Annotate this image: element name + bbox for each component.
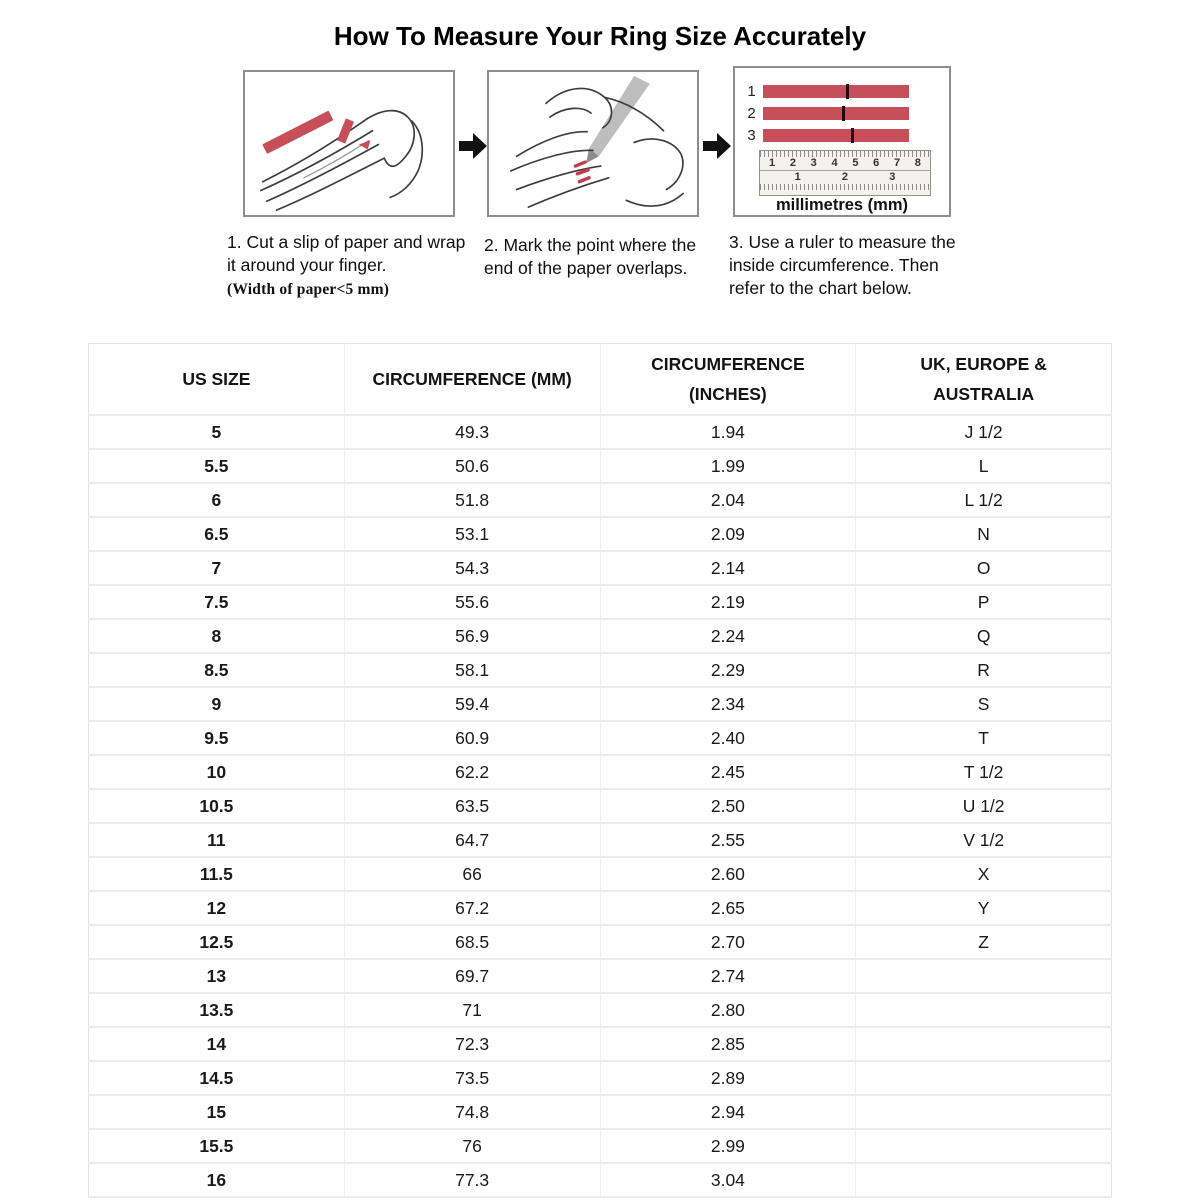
circumference-inches-cell: 2.80 — [600, 993, 856, 1027]
us-size-cell: 7 — [89, 551, 345, 585]
circumference-inches-cell: 3.04 — [600, 1163, 856, 1197]
circumference-mm-cell: 58.1 — [344, 653, 600, 687]
uk-europe-australia-cell — [856, 959, 1112, 993]
paper-strip — [763, 129, 909, 142]
column-header: US SIZE — [89, 344, 345, 416]
circumference-mm-cell: 56.9 — [344, 619, 600, 653]
column-header: CIRCUMFERENCE (MM) — [344, 344, 600, 416]
pencil-mark — [842, 106, 845, 121]
step3-caption — [729, 231, 969, 299]
uk-europe-australia-cell: N — [856, 517, 1112, 551]
pencil-mark — [846, 84, 849, 99]
us-size-cell: 8.5 — [89, 653, 345, 687]
ruler-number: 6 — [873, 157, 880, 169]
table-row — [89, 1095, 1112, 1129]
circumference-inches-cell: 2.19 — [600, 585, 856, 619]
circumference-inches-cell: 2.65 — [600, 891, 856, 925]
paper-strip — [763, 85, 909, 98]
circumference-inches-cell: 2.14 — [600, 551, 856, 585]
us-size-cell: 9.5 — [89, 721, 345, 755]
circumference-inches-cell: 2.55 — [600, 823, 856, 857]
strip-label: 1 — [747, 83, 756, 100]
circumference-inches-cell: 2.74 — [600, 959, 856, 993]
circumference-mm-cell: 73.5 — [344, 1061, 600, 1095]
us-size-cell: 13.5 — [89, 993, 345, 1027]
table-row — [89, 959, 1112, 993]
pencil-mark — [851, 128, 854, 143]
right-arrow-icon — [459, 133, 487, 159]
table-row — [89, 721, 1112, 755]
uk-europe-australia-cell — [856, 1061, 1112, 1095]
step3-caption-text: 3. Use a ruler to measure the inside circumference. Then refer to the chart below. — [729, 232, 956, 298]
table-row — [89, 789, 1112, 823]
header-row — [89, 344, 1112, 416]
circumference-inches-cell: 1.99 — [600, 449, 856, 483]
ruler-number: 1 — [794, 171, 801, 183]
us-size-cell: 5 — [89, 415, 345, 449]
table-row — [89, 687, 1112, 721]
uk-europe-australia-cell: S — [856, 687, 1112, 721]
uk-europe-australia-cell: O — [856, 551, 1112, 585]
table-row — [89, 415, 1112, 449]
ring-size-conversion-table — [88, 343, 1112, 1198]
circumference-mm-cell: 54.3 — [344, 551, 600, 585]
us-size-cell: 15 — [89, 1095, 345, 1129]
uk-europe-australia-cell: U 1/2 — [856, 789, 1112, 823]
circumference-inches-cell: 2.34 — [600, 687, 856, 721]
us-size-cell: 5.5 — [89, 449, 345, 483]
table-row — [89, 755, 1112, 789]
us-size-cell: 14 — [89, 1027, 345, 1061]
uk-europe-australia-cell: V 1/2 — [856, 823, 1112, 857]
uk-europe-australia-cell — [856, 1095, 1112, 1129]
uk-europe-australia-cell — [856, 993, 1112, 1027]
column-header: CIRCUMFERENCE (INCHES) — [600, 344, 856, 416]
us-size-cell: 15.5 — [89, 1129, 345, 1163]
circumference-mm-cell: 63.5 — [344, 789, 600, 823]
us-size-cell: 14.5 — [89, 1061, 345, 1095]
ruler-number: 8 — [914, 157, 921, 169]
table-row — [89, 585, 1112, 619]
ruler-number: 7 — [893, 157, 901, 169]
table-row — [89, 823, 1112, 857]
ruler-number: 2 — [789, 157, 796, 169]
uk-europe-australia-cell: L 1/2 — [856, 483, 1112, 517]
circumference-mm-cell: 50.6 — [344, 449, 600, 483]
strip-label: 3 — [747, 127, 756, 144]
table-row — [89, 1027, 1112, 1061]
strip-label: 2 — [747, 105, 756, 122]
table-row — [89, 1163, 1112, 1197]
table-row — [89, 551, 1112, 585]
circumference-inches-cell: 2.24 — [600, 619, 856, 653]
circumference-mm-cell: 68.5 — [344, 925, 600, 959]
us-size-cell: 10 — [89, 755, 345, 789]
hand-with-paper-strip-drawing — [245, 72, 453, 215]
table-row — [89, 619, 1112, 653]
table-row — [89, 483, 1112, 517]
uk-europe-australia-cell: Y — [856, 891, 1112, 925]
step2-caption — [484, 234, 706, 280]
uk-europe-australia-cell: J 1/2 — [856, 415, 1112, 449]
uk-europe-australia-cell — [856, 1163, 1112, 1197]
us-size-cell: 13 — [89, 959, 345, 993]
us-size-cell: 12.5 — [89, 925, 345, 959]
step1-illustration — [243, 70, 455, 217]
circumference-inches-cell: 2.60 — [600, 857, 856, 891]
table-row — [89, 449, 1112, 483]
circumference-mm-cell: 74.8 — [344, 1095, 600, 1129]
uk-europe-australia-cell — [856, 1129, 1112, 1163]
ruler-number: 3 — [810, 157, 817, 169]
circumference-inches-cell: 2.85 — [600, 1027, 856, 1061]
hands-marking-with-pencil-drawing — [489, 72, 697, 215]
us-size-cell: 8 — [89, 619, 345, 653]
circumference-inches-cell: 2.09 — [600, 517, 856, 551]
column-header: UK, EUROPE & AUSTRALIA — [856, 344, 1112, 416]
circumference-mm-cell: 55.6 — [344, 585, 600, 619]
circumference-mm-cell: 59.4 — [344, 687, 600, 721]
circumference-mm-cell: 71 — [344, 993, 600, 1027]
circumference-mm-cell: 60.9 — [344, 721, 600, 755]
us-size-cell: 16 — [89, 1163, 345, 1197]
uk-europe-australia-cell: Q — [856, 619, 1112, 653]
circumference-mm-cell: 66 — [344, 857, 600, 891]
us-size-cell: 6 — [89, 483, 345, 517]
uk-europe-australia-cell — [856, 1027, 1112, 1061]
uk-europe-australia-cell: X — [856, 857, 1112, 891]
ruler-number: 2 — [841, 171, 849, 183]
us-size-cell: 10.5 — [89, 789, 345, 823]
table-row — [89, 857, 1112, 891]
step3-illustration — [733, 66, 951, 217]
paper-strip-row-2 — [745, 107, 909, 120]
ruler-number: 5 — [852, 157, 859, 169]
circumference-inches-cell: 2.94 — [600, 1095, 856, 1129]
ruler-tick-marks — [760, 184, 930, 190]
circumference-mm-cell: 51.8 — [344, 483, 600, 517]
circumference-inches-cell: 2.89 — [600, 1061, 856, 1095]
us-size-cell: 6.5 — [89, 517, 345, 551]
paper-strip-row-1 — [745, 85, 909, 98]
ruler-number: 3 — [889, 171, 896, 183]
paper-strip — [763, 107, 909, 120]
circumference-inches-cell: 2.45 — [600, 755, 856, 789]
uk-europe-australia-cell: T — [856, 721, 1112, 755]
us-size-cell: 11.5 — [89, 857, 345, 891]
circumference-mm-cell: 69.7 — [344, 959, 600, 993]
circumference-mm-cell: 64.7 — [344, 823, 600, 857]
uk-europe-australia-cell: Z — [856, 925, 1112, 959]
page-title: How To Measure Your Ring Size Accurately — [333, 21, 867, 51]
table-row — [89, 653, 1112, 687]
ruler-cm-numbers — [760, 157, 930, 170]
circumference-mm-cell: 62.2 — [344, 755, 600, 789]
ruler-inch-numbers — [760, 171, 930, 184]
circumference-mm-cell: 49.3 — [344, 415, 600, 449]
circumference-inches-cell: 2.50 — [600, 789, 856, 823]
step1-caption-text: 1. Cut a slip of paper and wrap it around your finger. — [227, 232, 466, 275]
circumference-inches-cell: 2.29 — [600, 653, 856, 687]
us-size-cell: 7.5 — [89, 585, 345, 619]
ruler-unit-label: millimetres (mm) — [775, 196, 909, 214]
paper-strip-row-3 — [745, 129, 909, 142]
size-table-body — [89, 415, 1112, 1197]
table-row — [89, 517, 1112, 551]
uk-europe-australia-cell: P — [856, 585, 1112, 619]
table-row — [89, 993, 1112, 1027]
step2-caption-text: 2. Mark the point where the end of the paper overlaps. — [484, 235, 697, 278]
circumference-mm-cell: 72.3 — [344, 1027, 600, 1061]
ruler-number: 4 — [831, 157, 838, 169]
circumference-inches-cell: 2.04 — [600, 483, 856, 517]
step2-illustration — [487, 70, 699, 217]
table-row — [89, 1061, 1112, 1095]
step1-caption-note: (Width of paper<5 mm) — [227, 280, 390, 298]
circumference-inches-cell: 2.99 — [600, 1129, 856, 1163]
us-size-cell: 11 — [89, 823, 345, 857]
size-table-header — [89, 344, 1112, 416]
step1-caption — [227, 231, 477, 300]
right-arrow-icon — [703, 133, 731, 159]
table-row — [89, 1129, 1112, 1163]
circumference-mm-cell: 77.3 — [344, 1163, 600, 1197]
us-size-cell: 9 — [89, 687, 345, 721]
circumference-mm-cell: 67.2 — [344, 891, 600, 925]
circumference-mm-cell: 53.1 — [344, 517, 600, 551]
ruler-number: 1 — [769, 157, 776, 169]
circumference-mm-cell: 76 — [344, 1129, 600, 1163]
millimetre-ruler — [759, 150, 931, 196]
circumference-inches-cell: 2.40 — [600, 721, 856, 755]
uk-europe-australia-cell: R — [856, 653, 1112, 687]
circumference-inches-cell: 2.70 — [600, 925, 856, 959]
us-size-cell: 12 — [89, 891, 345, 925]
table-row — [89, 925, 1112, 959]
uk-europe-australia-cell: L — [856, 449, 1112, 483]
uk-europe-australia-cell: T 1/2 — [856, 755, 1112, 789]
circumference-inches-cell: 1.94 — [600, 415, 856, 449]
table-row — [89, 891, 1112, 925]
